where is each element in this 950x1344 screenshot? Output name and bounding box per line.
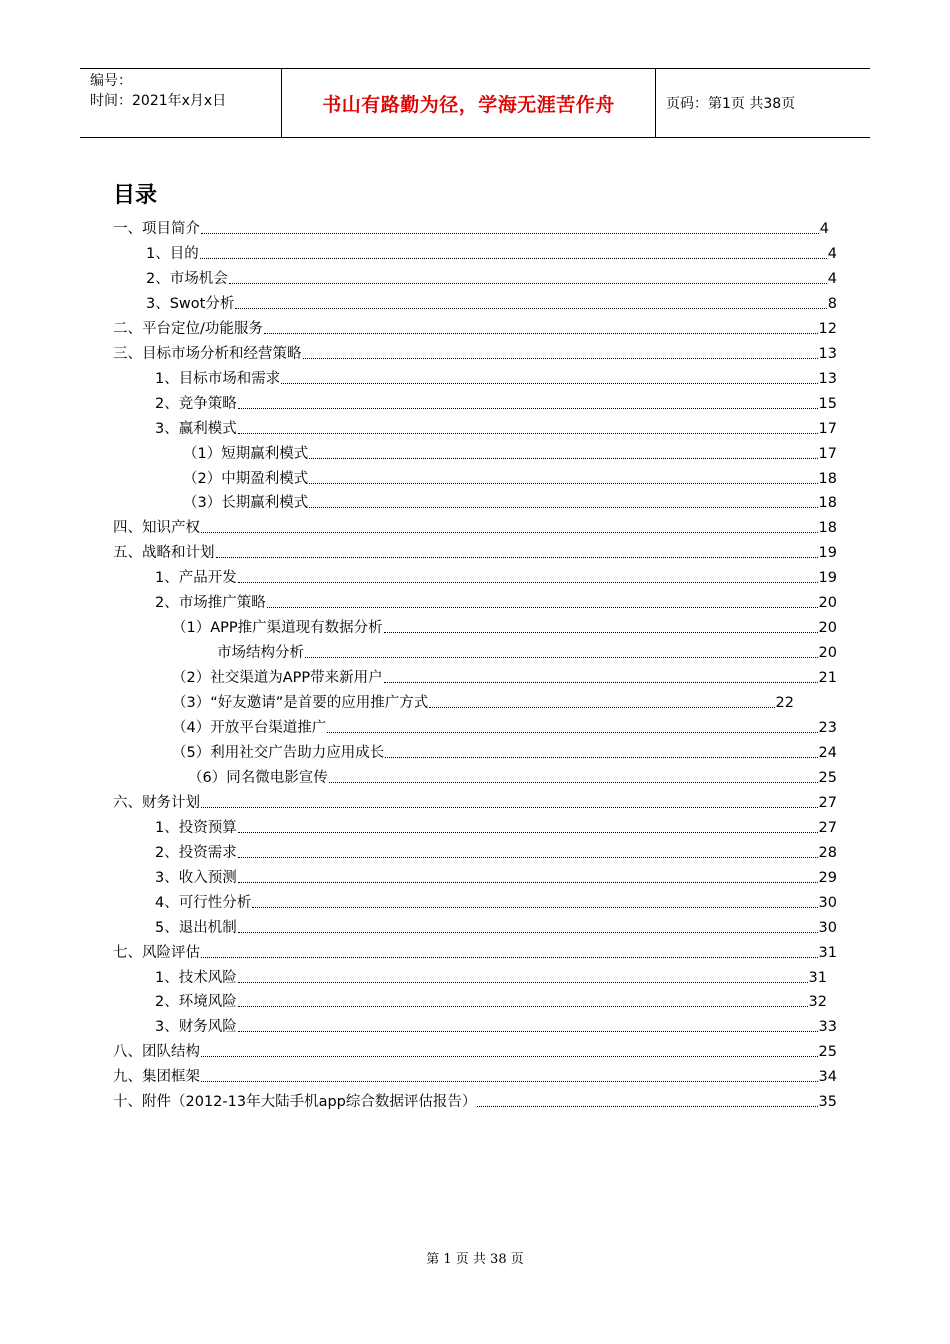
toc-entry-title: 三、目标市场分析和经营策略 (113, 345, 302, 362)
toc-entry-page: 13 (818, 370, 837, 387)
toc-entry-title: （1）短期赢利模式 (183, 445, 309, 462)
toc-leader-dots (238, 433, 818, 434)
toc-entry[interactable] (172, 718, 837, 738)
toc-title: 目录 (113, 183, 158, 208)
toc-entry-page: 8 (827, 295, 837, 312)
toc-entry-page: 4 (827, 270, 837, 287)
toc-entry-page: 32 (808, 994, 827, 1011)
toc-entry[interactable] (172, 693, 794, 713)
toc-entry[interactable] (146, 269, 837, 289)
toc-entry-page: 19 (818, 570, 837, 587)
toc-leader-dots (201, 532, 818, 533)
toc-entry-title: 3、财务风险 (155, 1019, 237, 1036)
toc-leader-dots (238, 832, 818, 833)
toc-entry-title: （5）利用社交广告助力应用成长 (172, 744, 385, 761)
toc-entry-page: 18 (818, 495, 837, 512)
toc-entry-title: 五、战略和计划 (113, 545, 215, 562)
toc-entry-page: 18 (818, 470, 837, 487)
toc-entry[interactable] (113, 1067, 837, 1087)
toc-entry[interactable] (113, 1042, 837, 1062)
toc-entry-title: 1、目标市场和需求 (155, 370, 281, 387)
toc-entry[interactable] (155, 868, 837, 888)
toc-leader-dots (384, 682, 818, 683)
toc-entry[interactable] (155, 968, 827, 988)
toc-entry-title: 2、环境风险 (155, 994, 237, 1011)
toc-entry-title: 3、Swot分析 (146, 295, 235, 312)
code-label: 编号： (90, 73, 132, 89)
toc-entry[interactable] (146, 294, 837, 314)
toc-entry-title: 2、投资需求 (155, 844, 237, 861)
toc-entry[interactable] (155, 843, 837, 863)
toc-entry-page: 24 (818, 744, 837, 761)
toc-entry[interactable] (188, 768, 837, 788)
toc-entry-page: 4 (827, 245, 837, 262)
toc-entry-title: 七、风险评估 (113, 944, 200, 961)
toc-leader-dots (201, 1056, 818, 1057)
toc-leader-dots (216, 557, 818, 558)
toc-entry-page: 23 (818, 720, 837, 736)
toc-leader-dots (477, 1106, 817, 1107)
toc-entry[interactable] (113, 319, 837, 339)
toc-entry-title: 二、平台定位/功能服务 (113, 320, 263, 337)
toc-entry[interactable] (155, 918, 837, 938)
toc-leader-dots (384, 632, 818, 633)
toc-entry-page: 12 (818, 320, 837, 337)
toc-entry-page: 27 (818, 794, 837, 811)
toc-entry-title: 四、知识产权 (113, 520, 200, 537)
toc-entry[interactable] (172, 618, 837, 638)
toc-entry-title: （3）长期赢利模式 (183, 495, 309, 512)
toc-entry-title: 1、技术风险 (155, 969, 237, 986)
toc-entry-page: 34 (818, 1069, 837, 1086)
toc-leader-dots (201, 233, 819, 234)
toc-entry[interactable] (217, 643, 837, 663)
toc-entry-page: 33 (818, 1019, 837, 1036)
toc-entry[interactable] (155, 568, 837, 588)
toc-leader-dots (267, 607, 818, 608)
toc-entry[interactable] (155, 992, 827, 1012)
header-meta (80, 69, 282, 137)
toc-leader-dots (238, 882, 818, 883)
toc-leader-dots (238, 932, 818, 933)
toc-entry[interactable] (155, 369, 837, 389)
toc-entry-page: 25 (818, 769, 837, 786)
toc-entry-title: 2、市场机会 (146, 270, 228, 287)
toc-entry[interactable] (155, 419, 837, 439)
toc-entry-page: 19 (818, 545, 837, 562)
toc-entry-page: 20 (818, 595, 837, 612)
toc-entry-title: 1、产品开发 (155, 570, 237, 587)
toc-leader-dots (238, 857, 818, 858)
toc-entry[interactable] (146, 244, 837, 264)
toc-leader-dots (327, 732, 817, 733)
toc-entry[interactable] (113, 943, 837, 963)
toc-entry-page: 17 (818, 420, 837, 437)
toc-leader-dots (305, 657, 818, 658)
toc-entry-title: （4）开放平台渠道推广 (172, 720, 327, 736)
toc-entry-page: 30 (818, 894, 837, 911)
toc-entry-page: 4 (819, 221, 829, 237)
toc-entry-title: 市场结构分析 (217, 645, 304, 662)
toc-entry-title: （2）社交渠道为APP带来新用户 (172, 670, 383, 687)
toc-leader-dots (200, 258, 827, 259)
header-page-number: 页码：第1页 共38页 (666, 96, 796, 112)
toc-entry[interactable] (113, 219, 829, 239)
toc-entry-title: 1、目的 (146, 245, 199, 262)
toc-entry-page: 31 (818, 944, 837, 961)
toc-leader-dots (281, 383, 817, 384)
toc-entry[interactable] (113, 793, 837, 813)
toc-entry[interactable] (155, 593, 837, 613)
toc-entry-page: 13 (818, 345, 837, 362)
toc-leader-dots (201, 957, 818, 958)
toc-entry-title: 3、赢利模式 (155, 420, 237, 437)
toc-entry-title: 一、项目简介 (113, 221, 200, 237)
toc-leader-dots (429, 707, 774, 708)
toc-entry-page: 15 (818, 395, 837, 412)
toc-entry-page: 30 (818, 919, 837, 936)
toc-leader-dots (303, 358, 818, 359)
toc-leader-dots (329, 782, 818, 783)
time-label: 时间：2021年x月x日 (90, 93, 227, 109)
toc-entry-title: （3）“好友邀请”是首要的应用推广方式 (172, 695, 429, 712)
toc-entry-title: 六、财务计划 (113, 794, 200, 811)
toc-entry[interactable] (172, 668, 837, 688)
toc-leader-dots (385, 757, 817, 758)
toc-entry-page: 25 (818, 1044, 837, 1061)
toc-entry-page: 22 (775, 695, 794, 712)
toc-entry[interactable] (155, 394, 837, 414)
toc-entry[interactable] (172, 743, 837, 763)
toc-leader-dots (264, 333, 818, 334)
toc-entry-page: 18 (818, 520, 837, 537)
toc-leader-dots (238, 1006, 808, 1007)
toc-entry-page: 27 (818, 819, 837, 836)
toc-leader-dots (238, 1031, 818, 1032)
toc-entry-page: 29 (818, 869, 837, 886)
toc-entry-title: 2、竞争策略 (155, 395, 237, 412)
toc-entry-page: 35 (818, 1094, 837, 1111)
toc-entry-title: 八、团队结构 (113, 1044, 200, 1061)
toc-leader-dots (201, 1081, 818, 1082)
toc-leader-dots (309, 507, 817, 508)
toc-entry-title: 2、市场推广策略 (155, 595, 266, 612)
toc-entry-title: 3、收入预测 (155, 869, 237, 886)
page-footer: 第 1 页 共 38 页 (426, 1252, 524, 1267)
toc-entry-page: 20 (818, 620, 837, 637)
toc-leader-dots (309, 483, 817, 484)
toc-entry-title: 4、可行性分析 (155, 894, 252, 911)
toc-entry-page: 17 (818, 445, 837, 462)
toc-entry-page: 21 (818, 670, 837, 687)
header-motto: 书山有路勤为径，学海无涯苦作舟 (282, 69, 656, 137)
toc-entry[interactable] (155, 818, 837, 838)
toc-entry-title: （6）同名微电影宣传 (188, 769, 328, 786)
toc-entry-title: 1、投资预算 (155, 819, 237, 836)
toc-entry-page: 28 (818, 844, 837, 861)
toc-entry-title: 九、集团框架 (113, 1069, 200, 1086)
toc-entry-title: （2）中期盈利模式 (183, 470, 309, 487)
toc-entry[interactable] (155, 1017, 837, 1037)
toc-entry[interactable] (183, 469, 837, 489)
toc-entry-title: （1）APP推广渠道现有数据分析 (172, 620, 383, 637)
toc-entry[interactable] (113, 543, 837, 563)
toc-leader-dots (252, 907, 817, 908)
page-header (80, 68, 870, 138)
toc-entry[interactable] (113, 344, 837, 364)
toc-entry-page: 31 (808, 969, 827, 986)
toc-entry-page: 20 (818, 645, 837, 662)
toc-leader-dots (309, 458, 817, 459)
toc-entry[interactable] (183, 493, 837, 513)
toc-leader-dots (238, 982, 808, 983)
toc-entry[interactable] (113, 518, 837, 538)
toc-entry[interactable] (155, 893, 837, 913)
toc-leader-dots (238, 582, 818, 583)
toc-entry[interactable] (183, 444, 837, 464)
toc-leader-dots (238, 408, 818, 409)
toc-entry-title: 十、附件（2012-13年大陆手机app综合数据评估报告） (113, 1094, 477, 1111)
toc-leader-dots (229, 283, 827, 284)
toc-leader-dots (201, 807, 818, 808)
toc-entry-title: 5、退出机制 (155, 919, 237, 936)
toc-entry[interactable] (113, 1092, 837, 1112)
toc-leader-dots (235, 308, 826, 309)
